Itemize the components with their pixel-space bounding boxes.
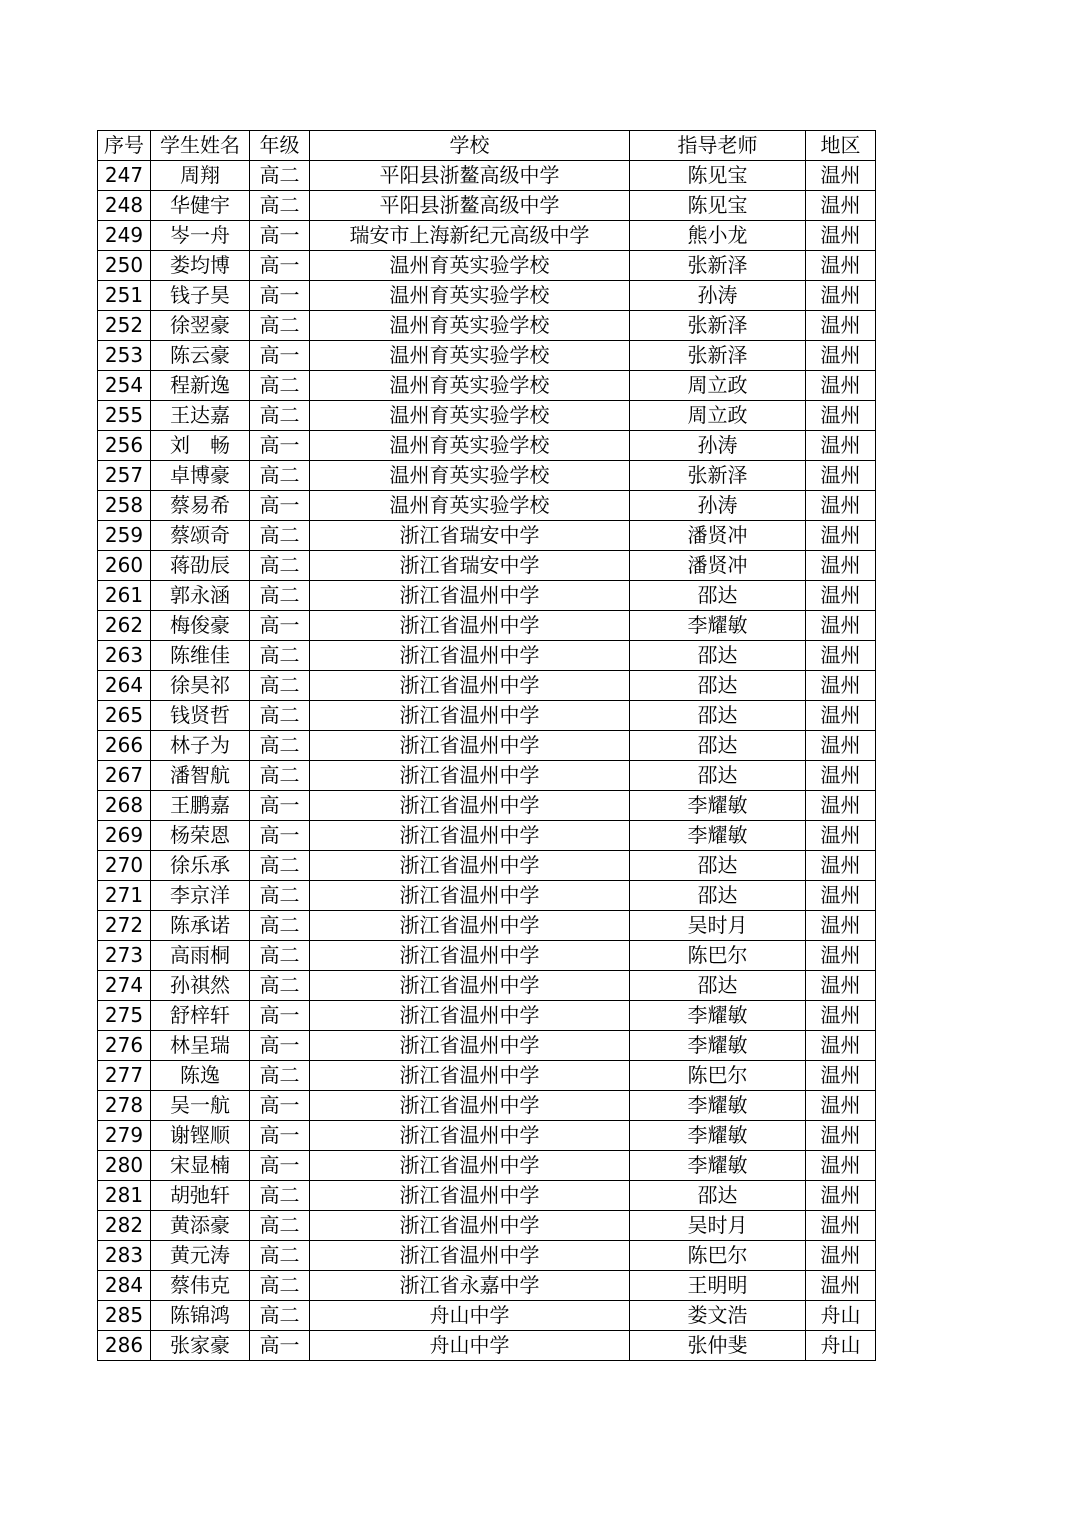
cell-serial-number: 267 xyxy=(98,761,151,791)
cell-school: 浙江省温州中学 xyxy=(310,1001,630,1031)
cell-advisor: 周立政 xyxy=(630,401,806,431)
cell-region: 温州 xyxy=(806,581,876,611)
cell-student-name: 孙祺然 xyxy=(151,971,250,1001)
cell-school: 浙江省温州中学 xyxy=(310,701,630,731)
cell-school: 温州育英实验学校 xyxy=(310,371,630,401)
cell-region: 温州 xyxy=(806,431,876,461)
cell-grade: 高一 xyxy=(250,221,310,251)
cell-region: 温州 xyxy=(806,1121,876,1151)
student-list-table xyxy=(97,130,876,1361)
cell-student-name: 王鹏嘉 xyxy=(151,791,250,821)
cell-serial-number: 255 xyxy=(98,401,151,431)
cell-student-name: 梅俊豪 xyxy=(151,611,250,641)
cell-school: 温州育英实验学校 xyxy=(310,431,630,461)
cell-region: 温州 xyxy=(806,1181,876,1211)
table-row xyxy=(98,1061,876,1091)
header-serial-number: 序号 xyxy=(98,131,151,161)
cell-advisor: 李耀敏 xyxy=(630,1121,806,1151)
cell-grade: 高二 xyxy=(250,1211,310,1241)
cell-serial-number: 286 xyxy=(98,1331,151,1361)
cell-region: 温州 xyxy=(806,221,876,251)
cell-region: 温州 xyxy=(806,911,876,941)
cell-serial-number: 271 xyxy=(98,881,151,911)
cell-student-name: 林子为 xyxy=(151,731,250,761)
cell-advisor: 吴时月 xyxy=(630,911,806,941)
cell-advisor: 张新泽 xyxy=(630,311,806,341)
cell-advisor: 周立政 xyxy=(630,371,806,401)
cell-serial-number: 261 xyxy=(98,581,151,611)
cell-grade: 高一 xyxy=(250,791,310,821)
cell-grade: 高二 xyxy=(250,641,310,671)
cell-student-name: 林呈瑞 xyxy=(151,1031,250,1061)
cell-student-name: 谢铿顺 xyxy=(151,1121,250,1151)
cell-region: 温州 xyxy=(806,281,876,311)
cell-serial-number: 282 xyxy=(98,1211,151,1241)
cell-serial-number: 283 xyxy=(98,1241,151,1271)
table-row xyxy=(98,371,876,401)
cell-grade: 高二 xyxy=(250,461,310,491)
cell-region: 温州 xyxy=(806,851,876,881)
cell-advisor: 李耀敏 xyxy=(630,1031,806,1061)
table-row xyxy=(98,431,876,461)
table-row xyxy=(98,221,876,251)
cell-advisor: 张新泽 xyxy=(630,461,806,491)
cell-grade: 高一 xyxy=(250,1031,310,1061)
cell-school: 浙江省温州中学 xyxy=(310,1241,630,1271)
cell-region: 温州 xyxy=(806,191,876,221)
cell-school: 舟山中学 xyxy=(310,1331,630,1361)
header-grade: 年级 xyxy=(250,131,310,161)
cell-advisor: 张仲斐 xyxy=(630,1331,806,1361)
table-row xyxy=(98,161,876,191)
cell-advisor: 邵达 xyxy=(630,581,806,611)
cell-advisor: 张新泽 xyxy=(630,251,806,281)
table-row xyxy=(98,311,876,341)
cell-school: 浙江省瑞安中学 xyxy=(310,521,630,551)
cell-region: 温州 xyxy=(806,941,876,971)
cell-grade: 高一 xyxy=(250,431,310,461)
cell-school: 温州育英实验学校 xyxy=(310,341,630,371)
cell-region: 温州 xyxy=(806,1091,876,1121)
cell-region: 温州 xyxy=(806,461,876,491)
cell-grade: 高二 xyxy=(250,1301,310,1331)
cell-region: 温州 xyxy=(806,311,876,341)
cell-school: 浙江省温州中学 xyxy=(310,671,630,701)
cell-serial-number: 279 xyxy=(98,1121,151,1151)
cell-student-name: 潘智航 xyxy=(151,761,250,791)
cell-school: 舟山中学 xyxy=(310,1301,630,1331)
cell-student-name: 胡弛轩 xyxy=(151,1181,250,1211)
cell-serial-number: 262 xyxy=(98,611,151,641)
cell-school: 温州育英实验学校 xyxy=(310,401,630,431)
cell-serial-number: 268 xyxy=(98,791,151,821)
table-row xyxy=(98,251,876,281)
cell-advisor: 李耀敏 xyxy=(630,1091,806,1121)
cell-grade: 高二 xyxy=(250,161,310,191)
cell-grade: 高二 xyxy=(250,1061,310,1091)
table-row xyxy=(98,521,876,551)
table-row xyxy=(98,491,876,521)
cell-school: 浙江省温州中学 xyxy=(310,581,630,611)
cell-serial-number: 251 xyxy=(98,281,151,311)
cell-school: 浙江省瑞安中学 xyxy=(310,551,630,581)
table-row xyxy=(98,791,876,821)
cell-serial-number: 249 xyxy=(98,221,151,251)
cell-grade: 高一 xyxy=(250,611,310,641)
cell-student-name: 蔡伟克 xyxy=(151,1271,250,1301)
cell-grade: 高一 xyxy=(250,1121,310,1151)
cell-advisor: 潘贤冲 xyxy=(630,551,806,581)
cell-advisor: 熊小龙 xyxy=(630,221,806,251)
cell-region: 温州 xyxy=(806,491,876,521)
cell-school: 浙江省温州中学 xyxy=(310,761,630,791)
cell-school: 浙江省温州中学 xyxy=(310,1151,630,1181)
table-row xyxy=(98,341,876,371)
cell-serial-number: 250 xyxy=(98,251,151,281)
table-row xyxy=(98,671,876,701)
cell-student-name: 娄均博 xyxy=(151,251,250,281)
cell-school: 温州育英实验学校 xyxy=(310,491,630,521)
cell-school: 浙江省温州中学 xyxy=(310,1121,630,1151)
table-row xyxy=(98,1001,876,1031)
cell-school: 浙江省温州中学 xyxy=(310,611,630,641)
cell-serial-number: 277 xyxy=(98,1061,151,1091)
table-row xyxy=(98,191,876,221)
cell-grade: 高一 xyxy=(250,821,310,851)
cell-region: 温州 xyxy=(806,551,876,581)
cell-grade: 高二 xyxy=(250,521,310,551)
cell-school: 浙江省永嘉中学 xyxy=(310,1271,630,1301)
cell-student-name: 舒梓轩 xyxy=(151,1001,250,1031)
cell-advisor: 邵达 xyxy=(630,731,806,761)
cell-student-name: 蒋劭辰 xyxy=(151,551,250,581)
cell-student-name: 周翔 xyxy=(151,161,250,191)
cell-school: 浙江省温州中学 xyxy=(310,731,630,761)
cell-region: 温州 xyxy=(806,821,876,851)
cell-serial-number: 256 xyxy=(98,431,151,461)
header-school: 学校 xyxy=(310,131,630,161)
cell-serial-number: 269 xyxy=(98,821,151,851)
cell-region: 温州 xyxy=(806,1151,876,1181)
cell-region: 温州 xyxy=(806,881,876,911)
cell-student-name: 徐翌豪 xyxy=(151,311,250,341)
cell-region: 温州 xyxy=(806,341,876,371)
cell-advisor: 张新泽 xyxy=(630,341,806,371)
cell-serial-number: 275 xyxy=(98,1001,151,1031)
cell-school: 温州育英实验学校 xyxy=(310,281,630,311)
table-row xyxy=(98,1031,876,1061)
cell-serial-number: 258 xyxy=(98,491,151,521)
cell-student-name: 徐乐承 xyxy=(151,851,250,881)
cell-region: 温州 xyxy=(806,671,876,701)
cell-region: 温州 xyxy=(806,1241,876,1271)
cell-student-name: 黄元涛 xyxy=(151,1241,250,1271)
cell-school: 浙江省温州中学 xyxy=(310,791,630,821)
header-student-name: 学生姓名 xyxy=(151,131,250,161)
cell-region: 温州 xyxy=(806,521,876,551)
cell-region: 温州 xyxy=(806,251,876,281)
cell-student-name: 陈维佳 xyxy=(151,641,250,671)
cell-grade: 高一 xyxy=(250,1151,310,1181)
cell-serial-number: 270 xyxy=(98,851,151,881)
cell-grade: 高二 xyxy=(250,851,310,881)
cell-advisor: 邵达 xyxy=(630,881,806,911)
cell-grade: 高二 xyxy=(250,731,310,761)
cell-advisor: 陈巴尔 xyxy=(630,1241,806,1271)
table-row xyxy=(98,731,876,761)
cell-serial-number: 253 xyxy=(98,341,151,371)
cell-school: 浙江省温州中学 xyxy=(310,971,630,1001)
cell-serial-number: 278 xyxy=(98,1091,151,1121)
table-row xyxy=(98,761,876,791)
cell-school: 浙江省温州中学 xyxy=(310,851,630,881)
cell-advisor: 邵达 xyxy=(630,971,806,1001)
cell-grade: 高一 xyxy=(250,251,310,281)
cell-region: 温州 xyxy=(806,371,876,401)
cell-grade: 高一 xyxy=(250,491,310,521)
cell-student-name: 吴一航 xyxy=(151,1091,250,1121)
table-row xyxy=(98,1151,876,1181)
cell-advisor: 李耀敏 xyxy=(630,821,806,851)
cell-grade: 高二 xyxy=(250,1181,310,1211)
cell-serial-number: 248 xyxy=(98,191,151,221)
cell-advisor: 潘贤冲 xyxy=(630,521,806,551)
table-row xyxy=(98,881,876,911)
cell-advisor: 邵达 xyxy=(630,641,806,671)
cell-advisor: 邵达 xyxy=(630,671,806,701)
cell-serial-number: 263 xyxy=(98,641,151,671)
cell-serial-number: 273 xyxy=(98,941,151,971)
cell-advisor: 孙涛 xyxy=(630,431,806,461)
cell-advisor: 陈巴尔 xyxy=(630,941,806,971)
cell-serial-number: 280 xyxy=(98,1151,151,1181)
cell-student-name: 陈逸 xyxy=(151,1061,250,1091)
header-advisor: 指导老师 xyxy=(630,131,806,161)
table-row xyxy=(98,1121,876,1151)
cell-student-name: 陈锦鸿 xyxy=(151,1301,250,1331)
cell-advisor: 邵达 xyxy=(630,851,806,881)
cell-region: 温州 xyxy=(806,731,876,761)
cell-student-name: 郭永涵 xyxy=(151,581,250,611)
cell-school: 平阳县浙鳌高级中学 xyxy=(310,161,630,191)
cell-grade: 高二 xyxy=(250,311,310,341)
cell-school: 浙江省温州中学 xyxy=(310,881,630,911)
cell-advisor: 吴时月 xyxy=(630,1211,806,1241)
cell-student-name: 王达嘉 xyxy=(151,401,250,431)
cell-school: 浙江省温州中学 xyxy=(310,941,630,971)
cell-student-name: 钱子昊 xyxy=(151,281,250,311)
table-row xyxy=(98,581,876,611)
cell-student-name: 陈云豪 xyxy=(151,341,250,371)
cell-school: 平阳县浙鳌高级中学 xyxy=(310,191,630,221)
cell-grade: 高二 xyxy=(250,1271,310,1301)
cell-grade: 高二 xyxy=(250,701,310,731)
cell-grade: 高二 xyxy=(250,581,310,611)
table-row xyxy=(98,641,876,671)
table-row xyxy=(98,701,876,731)
cell-student-name: 李京洋 xyxy=(151,881,250,911)
cell-school: 浙江省温州中学 xyxy=(310,1181,630,1211)
cell-serial-number: 284 xyxy=(98,1271,151,1301)
cell-student-name: 张家豪 xyxy=(151,1331,250,1361)
cell-region: 温州 xyxy=(806,1271,876,1301)
cell-student-name: 钱贤哲 xyxy=(151,701,250,731)
cell-advisor: 陈见宝 xyxy=(630,161,806,191)
header-region: 地区 xyxy=(806,131,876,161)
cell-region: 温州 xyxy=(806,791,876,821)
cell-region: 温州 xyxy=(806,1211,876,1241)
table-header-row xyxy=(98,131,876,161)
cell-serial-number: 247 xyxy=(98,161,151,191)
cell-student-name: 黄添豪 xyxy=(151,1211,250,1241)
cell-advisor: 娄文浩 xyxy=(630,1301,806,1331)
cell-grade: 高一 xyxy=(250,1001,310,1031)
table-row xyxy=(98,911,876,941)
cell-school: 浙江省温州中学 xyxy=(310,1031,630,1061)
cell-advisor: 陈见宝 xyxy=(630,191,806,221)
table-row xyxy=(98,971,876,1001)
cell-grade: 高一 xyxy=(250,1331,310,1361)
cell-grade: 高二 xyxy=(250,911,310,941)
cell-school: 浙江省温州中学 xyxy=(310,1061,630,1091)
cell-serial-number: 265 xyxy=(98,701,151,731)
table-row xyxy=(98,1211,876,1241)
cell-serial-number: 254 xyxy=(98,371,151,401)
cell-school: 温州育英实验学校 xyxy=(310,461,630,491)
table-row xyxy=(98,461,876,491)
cell-region: 温州 xyxy=(806,971,876,1001)
cell-grade: 高二 xyxy=(250,401,310,431)
cell-region: 舟山 xyxy=(806,1331,876,1361)
cell-grade: 高一 xyxy=(250,281,310,311)
cell-serial-number: 285 xyxy=(98,1301,151,1331)
cell-advisor: 李耀敏 xyxy=(630,611,806,641)
cell-serial-number: 266 xyxy=(98,731,151,761)
table-row xyxy=(98,551,876,581)
cell-grade: 高二 xyxy=(250,671,310,701)
cell-student-name: 华健宇 xyxy=(151,191,250,221)
cell-school: 浙江省温州中学 xyxy=(310,1091,630,1121)
cell-advisor: 邵达 xyxy=(630,1181,806,1211)
table-row xyxy=(98,1301,876,1331)
cell-serial-number: 252 xyxy=(98,311,151,341)
cell-school: 浙江省温州中学 xyxy=(310,911,630,941)
table-row xyxy=(98,401,876,431)
table-row xyxy=(98,851,876,881)
table-row xyxy=(98,941,876,971)
cell-serial-number: 276 xyxy=(98,1031,151,1061)
cell-student-name: 蔡易希 xyxy=(151,491,250,521)
cell-advisor: 李耀敏 xyxy=(630,1151,806,1181)
cell-region: 温州 xyxy=(806,1031,876,1061)
cell-grade: 高二 xyxy=(250,1241,310,1271)
cell-serial-number: 264 xyxy=(98,671,151,701)
cell-grade: 高一 xyxy=(250,1091,310,1121)
cell-serial-number: 272 xyxy=(98,911,151,941)
cell-serial-number: 260 xyxy=(98,551,151,581)
cell-grade: 高二 xyxy=(250,941,310,971)
cell-student-name: 宋显楠 xyxy=(151,1151,250,1181)
cell-region: 温州 xyxy=(806,1061,876,1091)
cell-advisor: 李耀敏 xyxy=(630,791,806,821)
cell-advisor: 孙涛 xyxy=(630,491,806,521)
cell-region: 温州 xyxy=(806,761,876,791)
cell-student-name: 蔡颂奇 xyxy=(151,521,250,551)
cell-student-name: 徐昊祁 xyxy=(151,671,250,701)
cell-grade: 高二 xyxy=(250,881,310,911)
table-body xyxy=(98,161,876,1361)
cell-serial-number: 259 xyxy=(98,521,151,551)
cell-student-name: 陈承诺 xyxy=(151,911,250,941)
cell-advisor: 李耀敏 xyxy=(630,1001,806,1031)
cell-region: 温州 xyxy=(806,161,876,191)
cell-serial-number: 274 xyxy=(98,971,151,1001)
cell-grade: 高二 xyxy=(250,191,310,221)
cell-advisor: 王明明 xyxy=(630,1271,806,1301)
cell-region: 温州 xyxy=(806,611,876,641)
cell-school: 浙江省温州中学 xyxy=(310,641,630,671)
table-row xyxy=(98,1331,876,1361)
cell-student-name: 岑一舟 xyxy=(151,221,250,251)
cell-advisor: 邵达 xyxy=(630,761,806,791)
cell-advisor: 邵达 xyxy=(630,701,806,731)
table-row xyxy=(98,611,876,641)
cell-student-name: 卓博豪 xyxy=(151,461,250,491)
table-row xyxy=(98,1181,876,1211)
cell-serial-number: 257 xyxy=(98,461,151,491)
cell-student-name: 高雨桐 xyxy=(151,941,250,971)
cell-region: 温州 xyxy=(806,1001,876,1031)
cell-school: 温州育英实验学校 xyxy=(310,311,630,341)
cell-grade: 高二 xyxy=(250,761,310,791)
cell-school: 浙江省温州中学 xyxy=(310,821,630,851)
cell-student-name: 杨荣恩 xyxy=(151,821,250,851)
cell-region: 温州 xyxy=(806,641,876,671)
cell-region: 舟山 xyxy=(806,1301,876,1331)
cell-school: 浙江省温州中学 xyxy=(310,1211,630,1241)
cell-school: 温州育英实验学校 xyxy=(310,251,630,281)
cell-grade: 高二 xyxy=(250,371,310,401)
cell-grade: 高二 xyxy=(250,551,310,581)
cell-region: 温州 xyxy=(806,401,876,431)
table-row xyxy=(98,821,876,851)
cell-school: 瑞安市上海新纪元高级中学 xyxy=(310,221,630,251)
table-row xyxy=(98,281,876,311)
cell-serial-number: 281 xyxy=(98,1181,151,1211)
table-row xyxy=(98,1271,876,1301)
cell-advisor: 陈巴尔 xyxy=(630,1061,806,1091)
cell-grade: 高二 xyxy=(250,971,310,1001)
cell-advisor: 孙涛 xyxy=(630,281,806,311)
table-row xyxy=(98,1091,876,1121)
table-row xyxy=(98,1241,876,1271)
cell-student-name: 程新逸 xyxy=(151,371,250,401)
cell-region: 温州 xyxy=(806,701,876,731)
cell-student-name: 刘 畅 xyxy=(151,431,250,461)
cell-grade: 高一 xyxy=(250,341,310,371)
